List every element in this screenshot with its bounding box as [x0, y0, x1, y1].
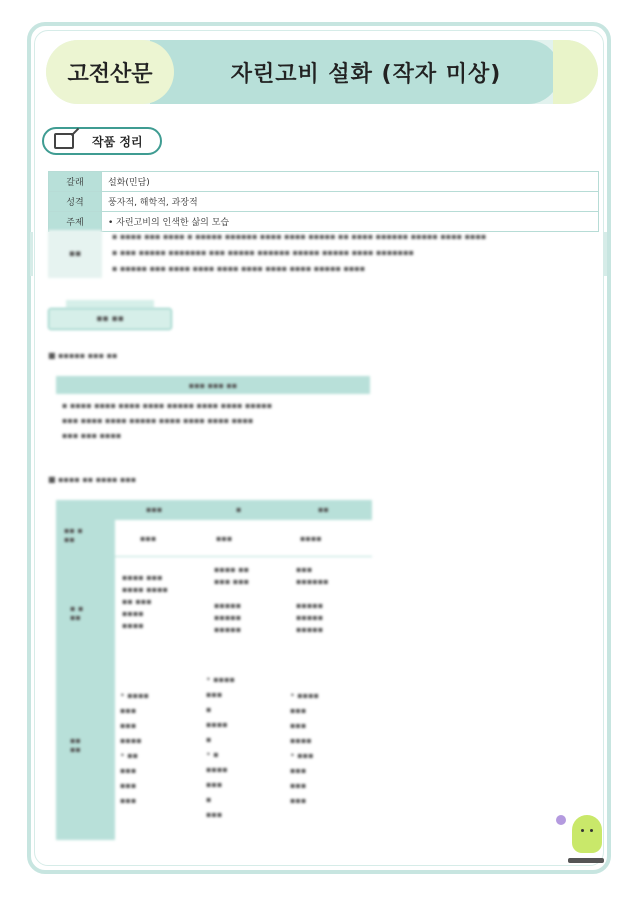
scroll-marker-left: [30, 232, 33, 276]
blurred-cell: ▪ ▪ ▪▪: [70, 604, 84, 622]
blurred-section-header: ▪▪ ▪▪: [48, 308, 172, 330]
summary-key: 주제: [49, 212, 102, 232]
blurred-subheading: ■ ▪▪▪▪▪ ▪▪▪ ▪▪: [48, 351, 118, 360]
blurred-box: [56, 376, 370, 454]
header-category: 고전산문: [67, 61, 153, 87]
blurred-cell: ▪▪▪▪: [300, 534, 322, 543]
blurred-cell: ▪▪ ▪▪: [70, 736, 81, 754]
blurred-cell: ▪▪: [318, 505, 329, 514]
blurred-cell: ▪▪ ▪ ▪▪: [64, 526, 83, 544]
blurred-cell: ▪▪▪▪ ▪▪▪ ▪▪▪▪ ▪▪▪▪ ▪▪ ▪▪▪ ▪▪▪▪ ▪▪▪▪: [122, 573, 168, 630]
summary-key: 갈래: [49, 172, 102, 192]
table-row: [49, 172, 599, 192]
blurred-line: ▪ ▪▪▪ ▪▪▪▪▪ ▪▪▪▪▪▪▪ ▪▪▪ ▪▪▪▪▪ ▪▪▪▪▪▪ ▪▪▪▪▪ ▪▪▪▪▪ ▪▪▪▪ ▪▪▪▪▪▪▪: [112, 248, 414, 257]
blurred-cell: • ▪▪▪▪ ▪▪▪ ▪▪▪ ▪▪▪▪ • ▪▪ ▪▪▪ ▪▪▪ ▪▪▪: [120, 691, 149, 805]
scroll-marker-right: [604, 232, 607, 276]
note-pen-icon: [54, 133, 74, 149]
blurred-cell: ▪▪▪ ▪▪▪▪▪▪ ▪▪▪▪▪ ▪▪▪▪▪ ▪▪▪▪▪: [296, 565, 329, 634]
blurred-table: [56, 500, 372, 840]
section-pill-summary: [42, 127, 162, 155]
table-row: [49, 192, 599, 212]
blurred-cell: ▪▪▪: [216, 534, 233, 543]
blurred-key: ▪▪: [48, 230, 102, 278]
summary-key: 성격: [49, 192, 102, 212]
blurred-theme-block: [48, 230, 599, 282]
blurred-box-header: ▪▪▪ ▪▪▪ ▪▪: [56, 378, 370, 394]
blurred-box-text: ▪ ▪▪▪▪ ▪▪▪▪ ▪▪▪▪ ▪▪▪▪ ▪▪▪▪▪ ▪▪▪▪ ▪▪▪▪ ▪▪▪▪▪ ▪▪▪ ▪▪▪▪ ▪▪▪▪ ▪▪▪▪▪ ▪▪▪▪ ▪▪▪▪ ▪▪▪▪ ▪▪▪▪ ▪▪▪ ▪▪▪ ▪▪▪▪: [62, 401, 273, 440]
blurred-cell: ▪▪▪: [146, 505, 163, 514]
summary-value: 설화(민담): [102, 172, 599, 192]
summary-value: 풍자적, 해학적, 과장적: [102, 192, 599, 212]
blurred-line: ▪ ▪▪▪▪▪ ▪▪▪ ▪▪▪▪ ▪▪▪▪ ▪▪▪▪ ▪▪▪▪ ▪▪▪▪ ▪▪▪▪ ▪▪▪▪▪ ▪▪▪▪: [112, 264, 366, 273]
blurred-section-tab: [66, 300, 154, 308]
summary-value: • 자린고비의 인색한 삶의 모습: [102, 212, 599, 232]
blurred-cell: • ▪▪▪▪ ▪▪▪ ▪▪▪ ▪▪▪▪ • ▪▪▪ ▪▪▪ ▪▪▪ ▪▪▪: [290, 691, 319, 805]
page-title: 자린고비 설화 (작자 미상): [230, 61, 502, 87]
mascot-base: [568, 858, 604, 863]
section-label: 작품 정리: [92, 134, 143, 149]
table-row: [49, 212, 599, 232]
mascot-character-icon: [572, 815, 602, 853]
mascot-eye: [590, 829, 593, 832]
flower-icon: [556, 815, 566, 825]
blurred-cell: • ▪▪▪▪ ▪▪▪ ▪ ▪▪▪▪ ▪ • ▪ ▪▪▪▪ ▪▪▪ ▪ ▪▪▪: [206, 675, 235, 819]
summary-table: [48, 171, 599, 232]
blurred-cell: ▪▪▪: [140, 534, 157, 543]
blurred-line: ▪ ▪▪▪▪ ▪▪▪ ▪▪▪▪ ▪ ▪▪▪▪▪ ▪▪▪▪▪▪ ▪▪▪▪ ▪▪▪▪ ▪▪▪▪▪ ▪▪ ▪▪▪▪ ▪▪▪▪▪▪ ▪▪▪▪▪ ▪▪▪▪ ▪▪▪▪: [112, 232, 487, 241]
mascot-eye: [581, 829, 584, 832]
blurred-cell: ▪: [236, 505, 242, 514]
blurred-key-column: [56, 500, 115, 840]
blurred-subheading: ■ ▪▪▪▪ ▪▪ ▪▪▪▪ ▪▪▪: [48, 475, 137, 484]
blurred-cell: ▪▪▪▪ ▪▪ ▪▪▪ ▪▪▪ ▪▪▪▪▪ ▪▪▪▪▪ ▪▪▪▪▪: [214, 565, 250, 634]
